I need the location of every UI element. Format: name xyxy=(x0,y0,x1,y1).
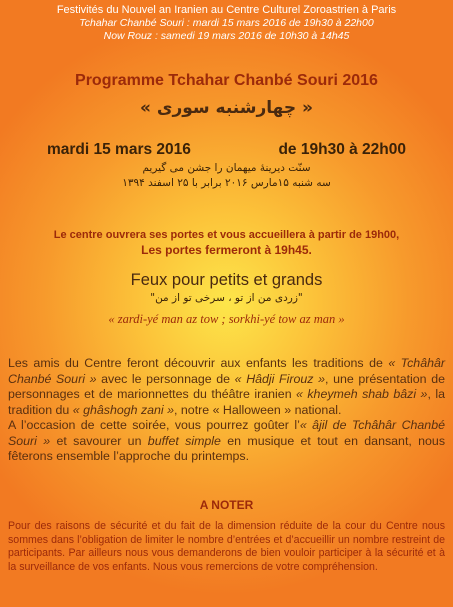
note-text: Pour des raisons de sécurité et du fait de la dimension réduite de la cour du Centre nous sommes dans l’obligation de limiter le nombre d’entrées et d’accueillir un nombre restreint de participants. Par ailleurs nous vous demanderons de bien vouloir participer à la sécurité et à la surveillance de vos enfants. Nous vous remercions de votre compréhension. xyxy=(8,520,445,573)
event-time: de 19h30 à 22h00 xyxy=(278,141,406,158)
desc-text: Les amis du Centre feront découvrir aux enfants les traditions de xyxy=(8,356,389,370)
header-line-festivities: Festivités du Nouvel an Iranien au Centre Culturel Zoroastrien à Paris xyxy=(56,4,397,16)
farsi-title: « چهارشنبه سوری » xyxy=(139,98,313,118)
program-title: Programme Tchahar Chanbé Souri 2016 xyxy=(75,72,378,89)
desc-text: , une présentation de personnages et de marionnettes du théâtre iranien xyxy=(8,371,445,401)
farsi-line-2: سه شنبه ۱۵مارس ۲۰۱۶ برابر با ۲۵ اسفند ۱۳۹۴ xyxy=(122,177,331,189)
feux-title: Feux pour petits et grands xyxy=(130,271,323,289)
desc-text: A l’occasion de cette soirée, vous pourrez goûter l’ xyxy=(8,418,300,432)
desc-text: , notre « Halloween » national. xyxy=(174,402,342,417)
desc-text: avec le personnage de xyxy=(96,371,235,386)
desc-text: , la tradition du xyxy=(8,387,445,417)
header-line-now-rouz: Now Rouz : samedi 19 mars 2016 de 10h30 à 14h45 xyxy=(103,30,350,42)
feux-transliteration: « zardi-yé man az tow ; sorkhi-yé tow az man » xyxy=(108,312,345,326)
desc-emphasis: « Tchâhâr Chanbé Souri » xyxy=(8,356,445,386)
desc-emphasis: « kheymeh shab bâzi » xyxy=(296,387,428,401)
desc-text: et savourer un xyxy=(50,433,148,448)
desc-emphasis: « âjil de Tchâhâr Chanbé Souri » xyxy=(8,418,445,448)
header-line-tchahar-chanbe-souri: Tchahar Chanbé Souri : mardi 15 mars 2016 de 19h30 à 22h00 xyxy=(79,17,374,29)
note-heading: A NOTER xyxy=(199,498,254,512)
desc-emphasis: « ghâshogh zani » xyxy=(72,402,175,417)
desc-text: en musique et tout en dansant, nous fêterons ensemble l’approche du printemps. xyxy=(8,433,446,463)
event-date: mardi 15 mars 2016 xyxy=(47,141,191,158)
desc-emphasis: « Hâdji Firouz » xyxy=(234,371,325,386)
desc-emphasis: buffet simple xyxy=(147,433,221,448)
program-description xyxy=(8,356,445,465)
feux-farsi-verse: "زردی من از تو ، سرخی تو از من" xyxy=(150,292,303,304)
farsi-line-1: سنّت دیرینهٔ میهمان را جشن می گیریم xyxy=(142,162,311,174)
opening-notice: Le centre ouvrera ses portes et vous accueillera à partir de 19h00, xyxy=(53,229,400,241)
closing-notice: Les portes fermeront à 19h45. xyxy=(141,243,312,257)
